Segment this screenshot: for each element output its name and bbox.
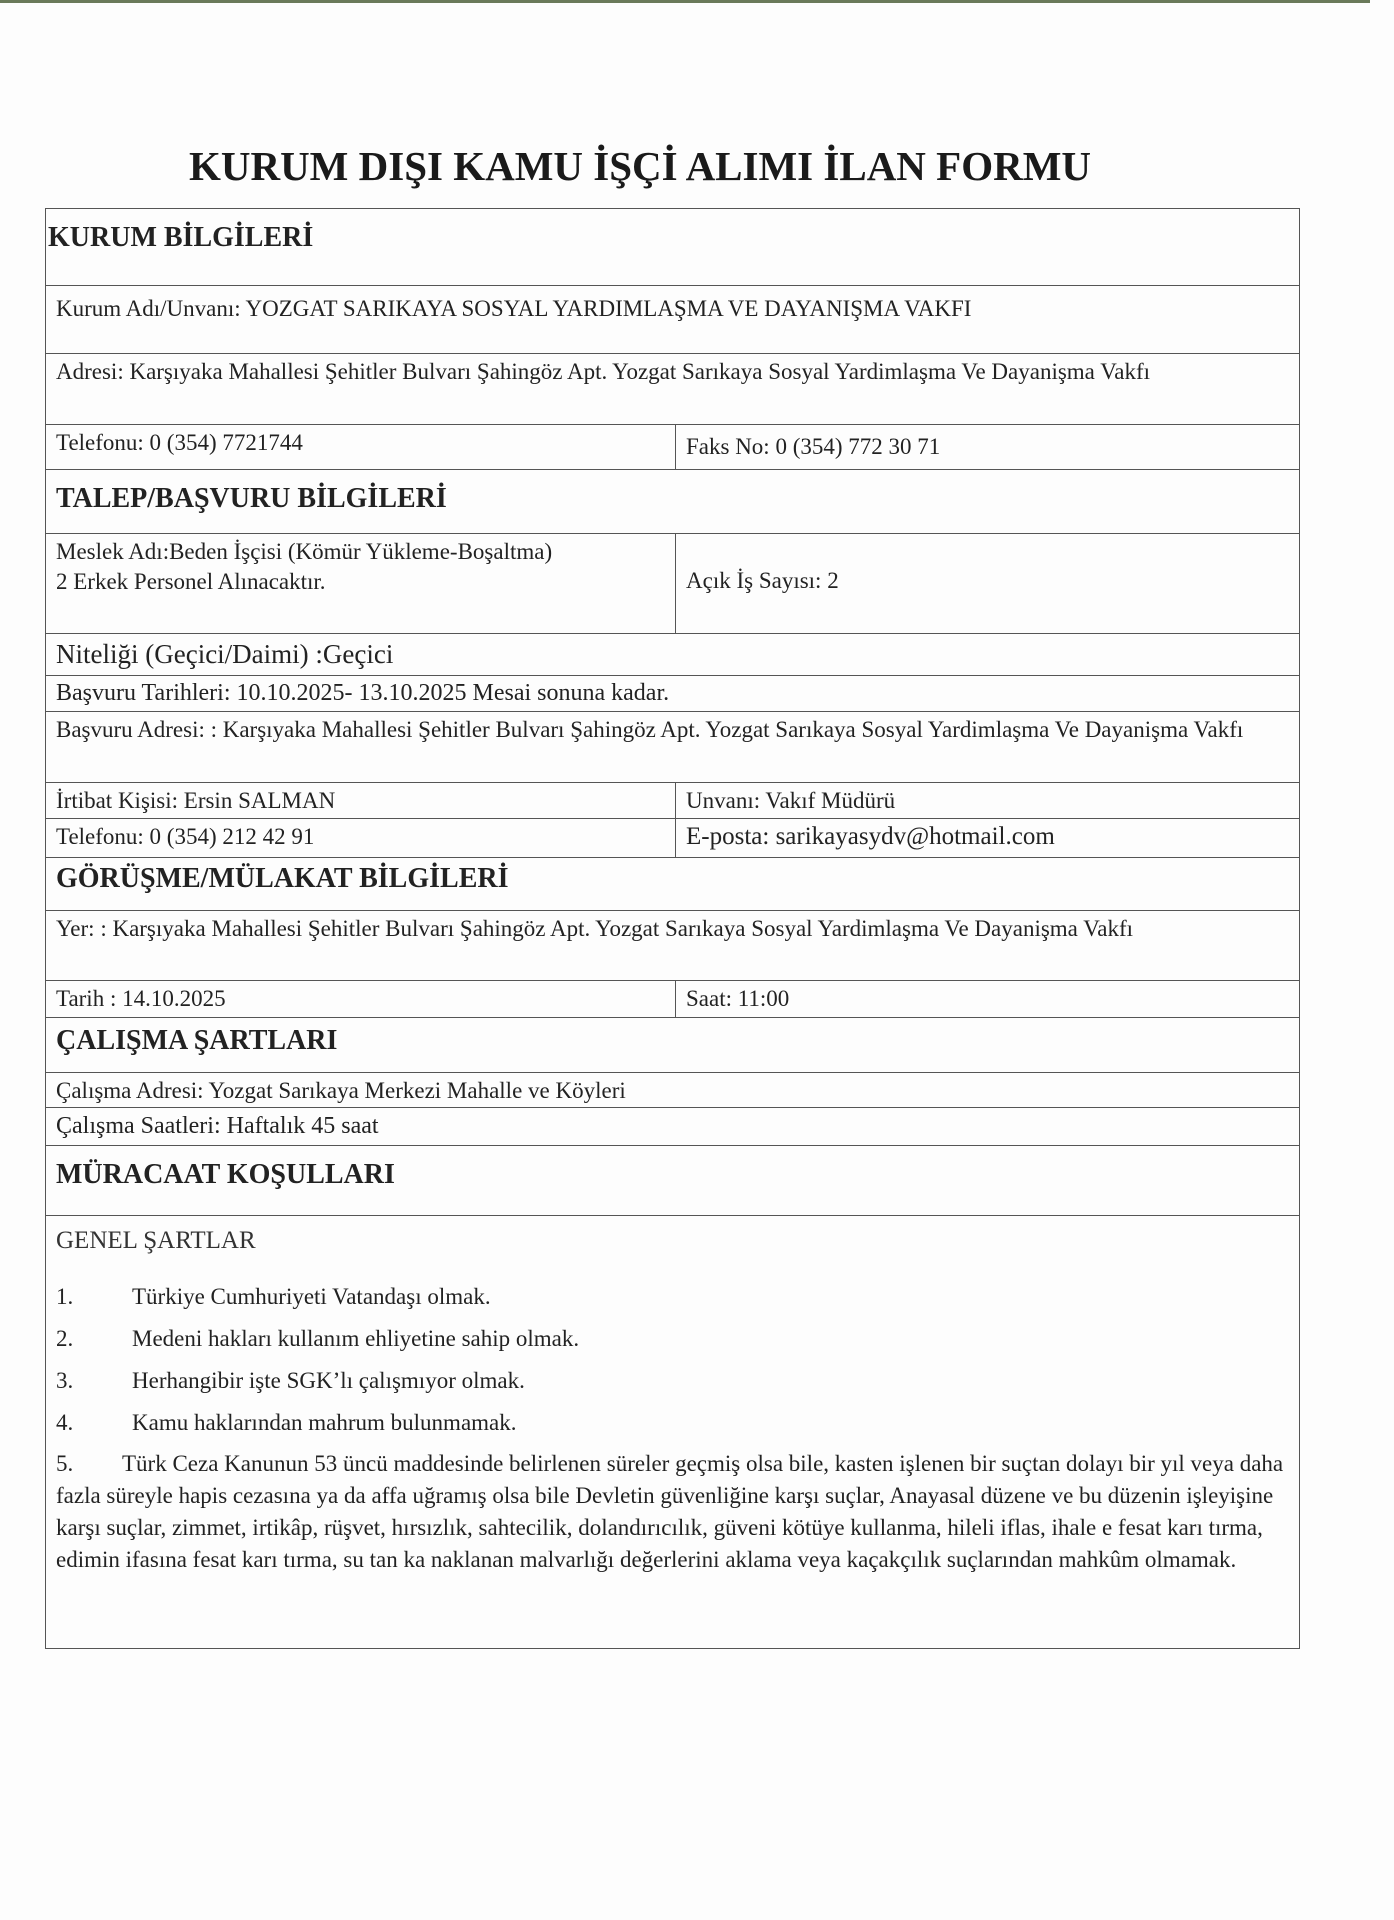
meslek-adi: Meslek Adı:Beden İşçisi (Kömür Yükleme-Boşaltma) [56, 539, 553, 564]
scan-edge-line [0, 0, 1370, 3]
section-heading-muracaat: MÜRACAAT KOŞULLARI [56, 1159, 395, 1190]
genel-sartlar [46, 1216, 1299, 1648]
kurum-adi: Kurum Adı/Unvanı: YOZGAT SARIKAYA SOSYAL YARDIMLAŞMA VE DAYANIŞMA VAKFI [56, 296, 972, 321]
kurum-telefon: Telefonu: 0 (354) 7721744 [46, 425, 676, 469]
irtibat-eposta: E-posta: sarikayasydv@hotmail.com [686, 823, 1055, 850]
list-item: 2. Medeni hakları kullanım ehliyetine sahip olmak. [56, 1326, 580, 1351]
irtibat-unvani: Unvanı: Vakıf Müdürü [686, 788, 896, 813]
list-item: 4. Kamu haklarından mahrum bulunmamak. [56, 1410, 517, 1435]
gorusme-yeri: Yer: : Karşıyaka Mahallesi Şehitler Bulvarı Şahingöz Apt. Yozgat Sarıkaya Sosyal Yardimlaşma Ve Dayanişma Vakfı [56, 916, 1134, 941]
acik-is-sayisi: Açık İş Sayısı: 2 [686, 568, 839, 593]
basvuru-adresi: Başvuru Adresi: : Karşıyaka Mahallesi Şehitler Bulvarı Şahingöz Apt. Yozgat Sarıkaya Sosyal Yardimlaşma Ve Dayanişma Vakfı [56, 717, 1244, 742]
irtibat-kisisi: İrtibat Kişisi: Ersin SALMAN [46, 783, 676, 818]
kurum-adres: Adresi: Karşıyaka Mahallesi Şehitler Bulvarı Şahingöz Apt. Yozgat Sarıkaya Sosyal Yardimlaşma Ve Dayanişma Vakfı [56, 359, 1151, 384]
personel-sayisi: 2 Erkek Personel Alınacaktır. [56, 569, 326, 594]
gorusme-saati: Saat: 11:00 [686, 986, 790, 1011]
form-title: KURUM DIŞI KAMU İŞÇİ ALIMI İLAN FORMU [188, 143, 1092, 189]
list-item: 5. Türk Ceza Kanunun 53 üncü maddesinde belirlenen süreler geçmiş olsa bile, kasten işlenen bir suçtan dolayı bir yıl veya daha fazla süreyle hapis cezasına ya da affa uğramış olsa bile Devletin güvenliğine karşı suçlar, Anayasal düzene ve bu düzenin işleyişine karşı suçlar, zimmet, irtikâp, rüşvet, hırsızlık, sahtecilik, dolandırıcılık, güveni kötüye kullanma, hileli iflas, ihale e fesat karı tırma, edimin ifasına fesat karı tırma, su tan ka naklanan malvarlığı değerlerini aklama veya kaçakçılık suçlarından mahkûm olmamak. [56, 1451, 1284, 1572]
genel-sartlar-heading: GENEL ŞARTLAR [56, 1227, 256, 1254]
announcement-form-table [45, 208, 1300, 1649]
section-heading-talep: TALEP/BAŞVURU BİLGİLERİ [56, 483, 447, 514]
calisma-adresi: Çalışma Adresi: Yozgat Sarıkaya Merkezi Mahalle ve Köyleri [56, 1078, 626, 1103]
list-item: 1. Türkiye Cumhuriyeti Vatandaşı olmak. [56, 1284, 491, 1309]
irtibat-telefonu: Telefonu: 0 (354) 212 42 91 [46, 819, 676, 857]
kurum-faks: Faks No: 0 (354) 772 30 71 [686, 434, 941, 459]
calisma-saatleri: Çalışma Saatleri: Haftalık 45 saat [56, 1113, 379, 1139]
list-item: 3. Herhangibir işte SGK’lı çalışmıyor olmak. [56, 1368, 525, 1393]
gorusme-tarihi: Tarih : 14.10.2025 [46, 981, 676, 1017]
niteligi: Niteliği (Geçici/Daimi) :Geçici [56, 639, 394, 669]
section-heading-kurum: KURUM BİLGİLERİ [48, 222, 314, 253]
section-heading-calisma: ÇALIŞMA ŞARTLARI [56, 1025, 338, 1056]
basvuru-tarihleri: Başvuru Tarihleri: 10.10.2025- 13.10.2025 Mesai sonuna kadar. [56, 680, 670, 706]
section-heading-gorusme: GÖRÜŞME/MÜLAKAT BİLGİLERİ [56, 863, 509, 894]
